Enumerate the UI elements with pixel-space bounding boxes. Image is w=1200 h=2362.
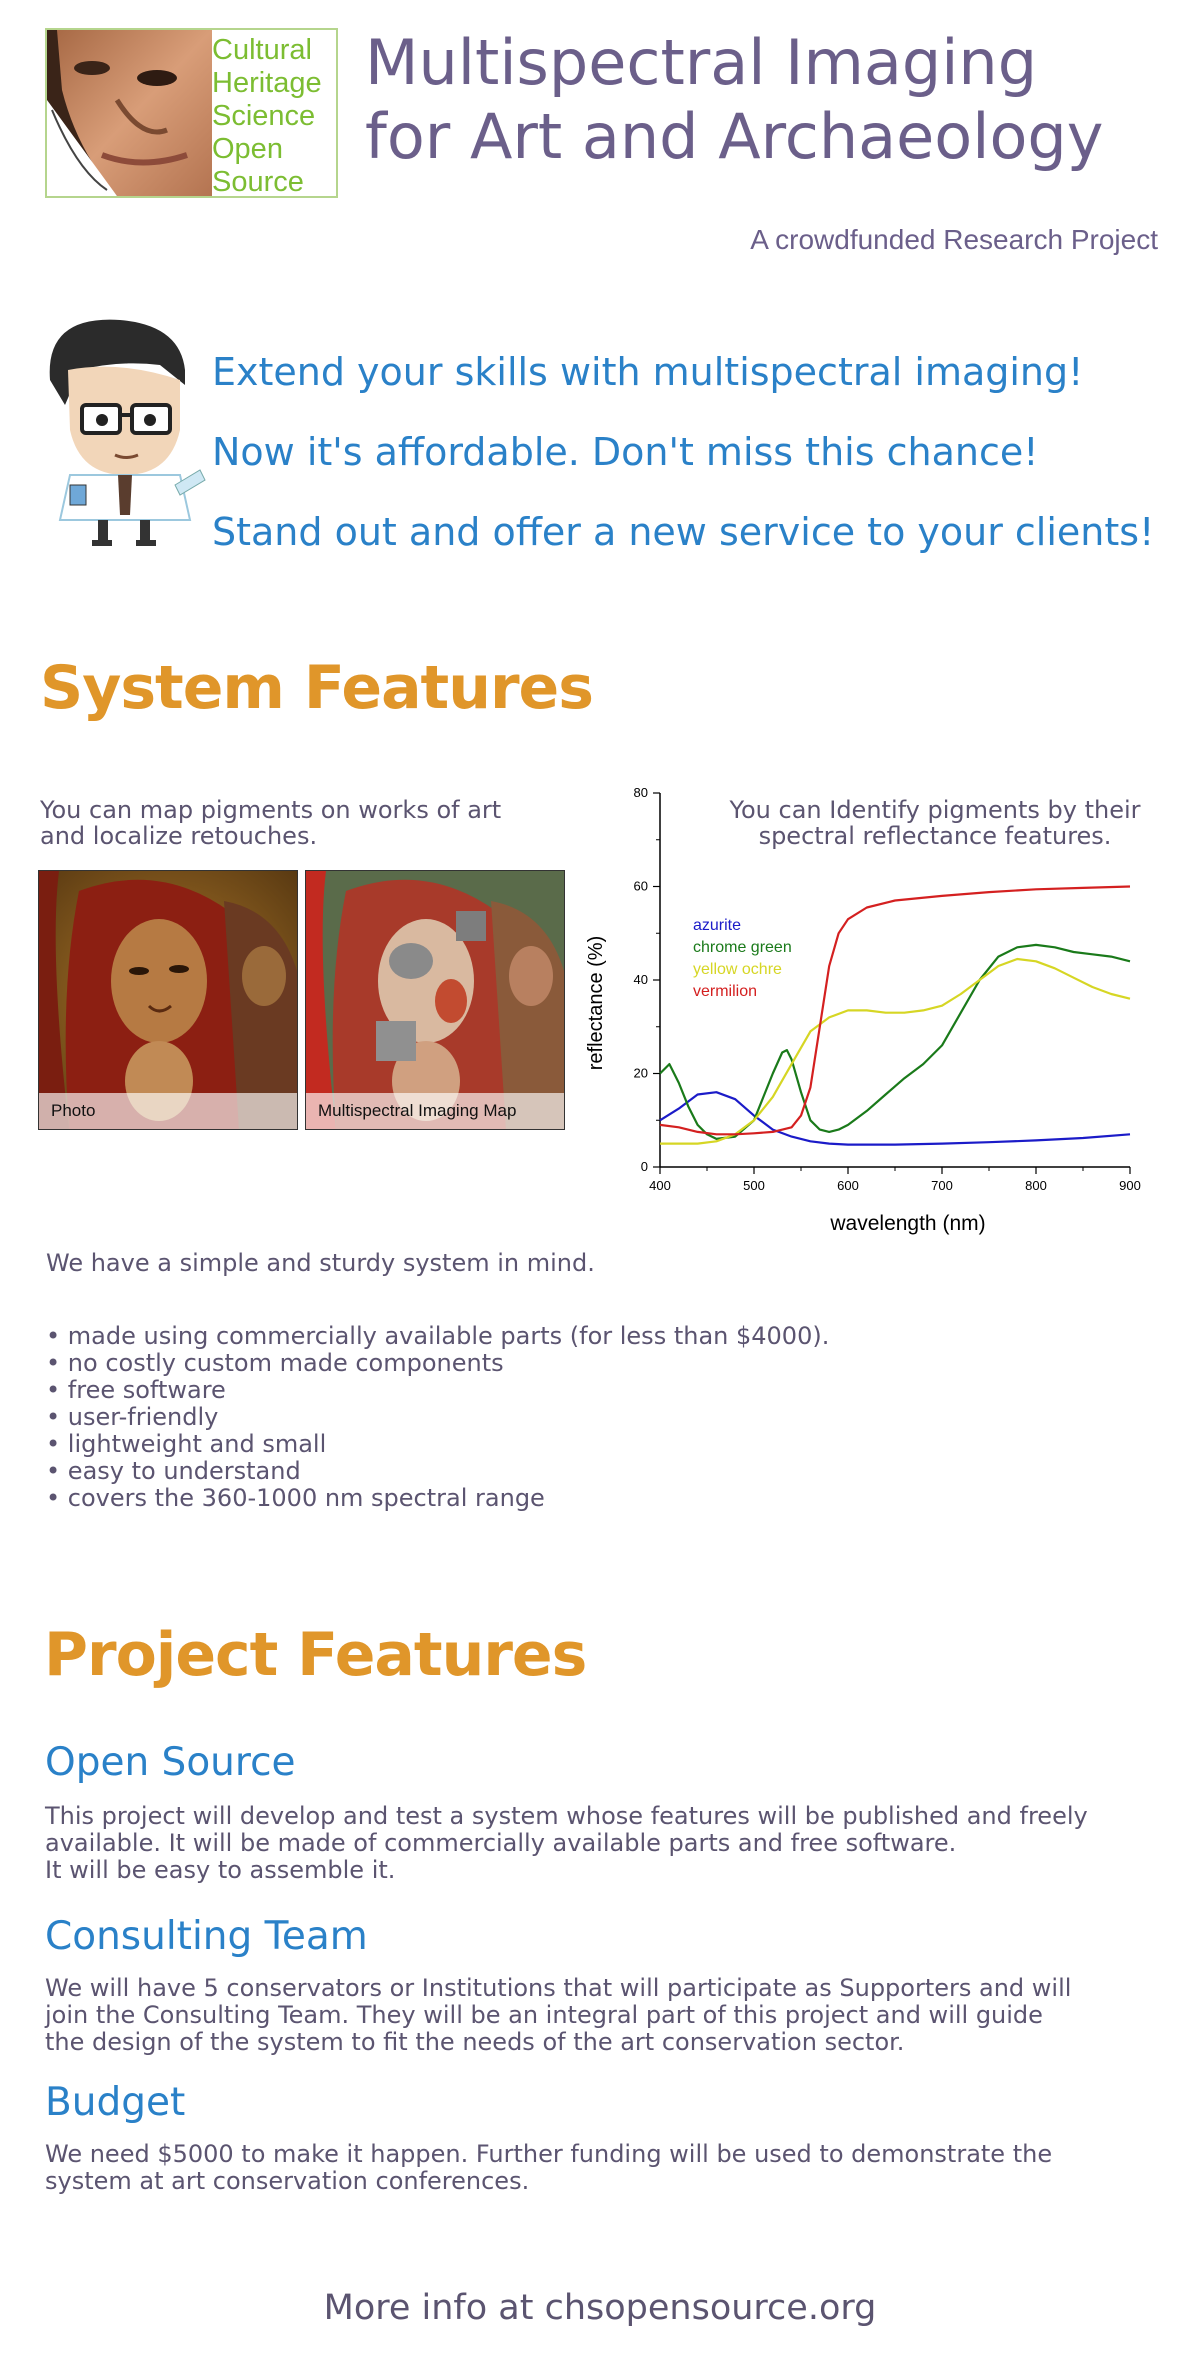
list-item: • free software: [46, 1377, 1146, 1404]
chart-y-tick-label: 80: [633, 785, 648, 800]
page-title-line: for Art and Archaeology: [365, 100, 1104, 173]
logo-line: Open: [212, 133, 283, 165]
chart-x-axis-label: wavelength (nm): [830, 1212, 986, 1235]
system-summary: We have a simple and sturdy system in mind.: [46, 1249, 595, 1277]
chart-x-tick-label: 600: [837, 1178, 859, 1193]
pigment-map-caption: You can map pigments on works of art and localize retouches.: [40, 796, 502, 850]
multispectral-map-image: [305, 870, 565, 1130]
chart-y-tick-label: 40: [633, 972, 648, 987]
chart-x-tick-label: 500: [743, 1178, 765, 1193]
chart-x-tick-label: 900: [1119, 1178, 1141, 1193]
footer-info: More info at chsopensource.org: [323, 2288, 877, 2328]
chart-legend: [693, 917, 792, 1000]
subsection-text-budget: We need $5000 to make it happen. Further funding will be used to demonstrate the system at art conservation conferences.: [45, 2140, 1053, 2195]
intro-line: Extend your skills with multispectral imaging!: [212, 350, 1084, 394]
chart-y-tick-label: 20: [633, 1065, 648, 1081]
chart-y-tick-label: 60: [633, 878, 648, 894]
subsection-title-budget: Budget: [45, 2080, 186, 2125]
tagline: A crowdfunded Research Project: [750, 224, 1158, 255]
logo-face-image: [47, 30, 212, 196]
subsection-title-consulting-team: Consulting Team: [45, 1914, 368, 1959]
logo-line: Source: [212, 166, 304, 198]
logo-line: Cultural: [212, 34, 312, 66]
logo-line: Heritage: [212, 67, 322, 99]
spectral-caption-line: spectral reflectance features.: [758, 822, 1112, 850]
chart-legend-entry: azurite: [693, 917, 742, 934]
subsection-title-open-source: Open Source: [45, 1740, 296, 1785]
system-feature-list: [46, 1323, 1146, 1512]
logo-wordmark: [212, 34, 322, 198]
list-item: • covers the 360-1000 nm spectral range: [46, 1485, 1146, 1512]
project-logo: [45, 28, 338, 198]
chart-x-tick-label: 800: [1025, 1178, 1047, 1193]
logo-line: Science: [212, 100, 316, 132]
list-item: • user-friendly: [46, 1404, 1146, 1431]
list-item: • easy to understand: [46, 1458, 1146, 1485]
chart-x-tick-label: 400: [649, 1178, 671, 1193]
section-heading-project-features: Project Features: [44, 1620, 587, 1690]
chart-legend-entry: yellow ochre: [693, 961, 782, 978]
page-title: [365, 26, 1185, 174]
subsection-text-consulting-team: We will have 5 conservators or Institutions that will participate as Supporters and will join the Consulting Team. They will be an integral part of this project and will guide the design of the system to fit the needs of the art conservation sector.: [45, 1974, 1072, 2056]
list-item: • made using commercially available parts (for less than $4000).: [46, 1323, 1146, 1350]
page-title-line: Multispectral Imaging: [365, 26, 1038, 99]
chart-y-axis-label: reflectance (%): [585, 935, 607, 1071]
intro-line: Now it's affordable. Don't miss this chance!: [212, 430, 1039, 474]
reflectance-chart: [578, 785, 1158, 1255]
painting-photo: [38, 870, 298, 1130]
list-item: • lightweight and small: [46, 1431, 1146, 1458]
section-heading-system-features: System Features: [40, 653, 593, 723]
chart-x-tick-label: 700: [931, 1178, 953, 1193]
intro-line: Stand out and offer a new service to your clients!: [212, 510, 1155, 554]
photo-label: Photo: [51, 1101, 96, 1120]
chart-y-tick-label: 0: [640, 1159, 648, 1174]
map-label: Multispectral Imaging Map: [318, 1101, 517, 1120]
scientist-cartoon: [40, 310, 210, 550]
chart-legend-entry: chrome green: [693, 939, 792, 956]
list-item: • no costly custom made components: [46, 1350, 1146, 1377]
chart-legend-entry: vermilion: [693, 983, 758, 1000]
spectral-caption-line: You can Identify pigments by their: [729, 796, 1141, 824]
subsection-text-open-source: This project will develop and test a system whose features will be published and freely available. It will be made of commercially available parts and free software. It will be easy to assemble it.: [45, 1802, 1088, 1884]
